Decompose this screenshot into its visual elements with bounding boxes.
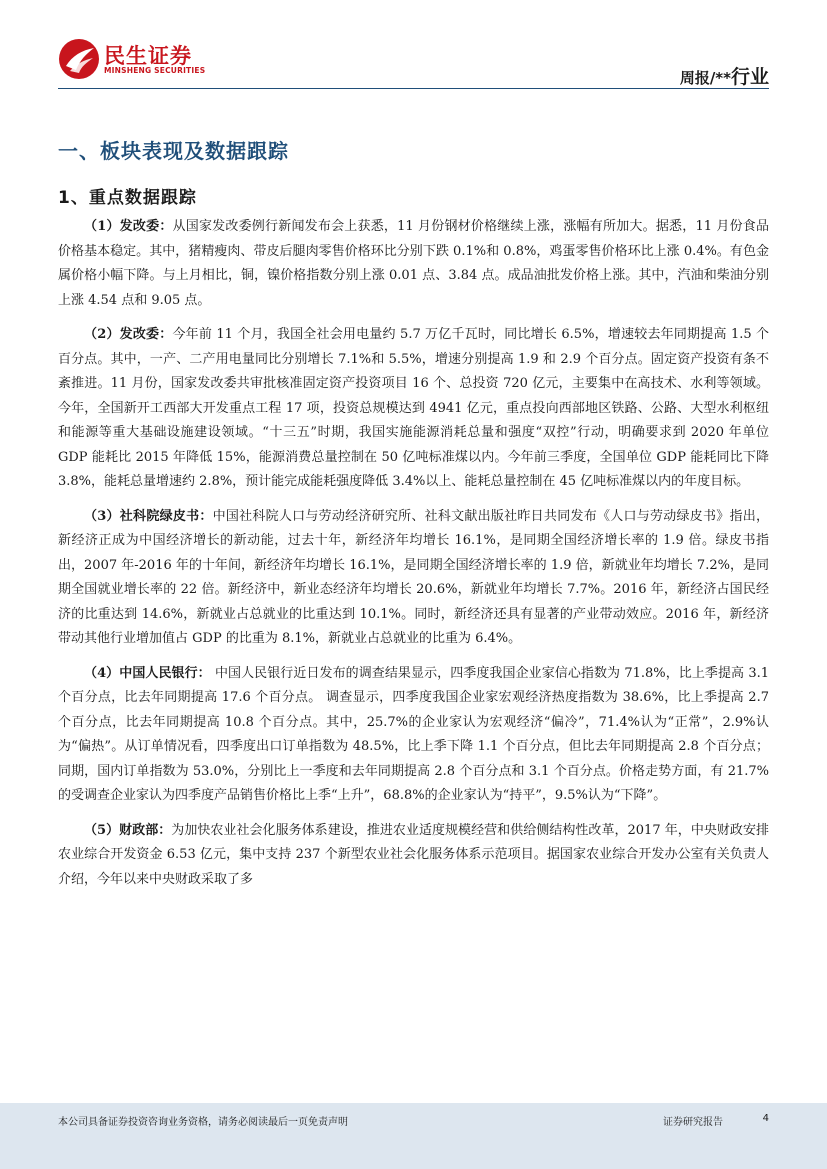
paragraph-lead: （2）发改委：	[84, 327, 173, 342]
footer-disclaimer: 本公司具备证券投资咨询业务资格，请务必阅读最后一页免责声明	[58, 1117, 348, 1128]
paragraph-lead: （1）发改委：	[84, 219, 173, 234]
article-body	[58, 215, 769, 902]
paragraph-text: 为加快农业社会化服务体系建设，推进农业适度规模经营和供给侧结构性改革，2017 年，中央财政安排农业综合开发资金 6.53 亿元，集中支持 237 个新型农业社会化服务体系示范项目。据国家农业综合开发办公室有关负责人介绍，今年以来中央财政采取了多	[58, 822, 770, 887]
paragraph-text: 从国家发改委例行新闻发布会上获悉，11 月份钢材价格继续上涨，涨幅有所加大。据悉，11 月份食品价格基本稳定。其中，猪精瘦肉、带皮后腿肉零售价格环比分别下跌 0.1%和 0.8%，鸡蛋零售价格环比上涨 0.4%。有色金属价格小幅下降。与上月相比，铜，镍价格指数分别上涨 0.01 点、3.84 点。成品油批发价格上涨。其中，汽油和柴油分别上涨 4.54 点和 9.05 点。	[58, 219, 769, 308]
page-footer	[0, 1103, 827, 1169]
paragraph-text: 中国社科院人口与劳动经济研究所、社科文献出版社昨日共同发布《人口与劳动绿皮书》指出，新经济正成为中国经济增长的新动能，过去十年，新经济年均增长 16.1%，是同期全国经济增长率的 1.9 倍。绿皮书指出，2007 年-2016 年的十年间，新经济年均增长 16.1%，是同期全国经济增长率的 1.9 倍，新就业年均增长 7.2%，是同期全国就业增长率的 22 倍。新经济中，新业态经济年均增长 20.6%，新就业年均增长 7.7%。2016 年，新经济占国民经济的比重达到 14.6%，新就业占总就业的比重达到 10.1%。同时，新经济还具有显著的产业带动效应。2016 年，新经济带动其他行业增加值占 GDP 的比重为 8.1%，新就业占总就业的比重为 6.4%。	[58, 508, 769, 646]
footer-doc-type: 证券研究报告	[663, 1117, 723, 1128]
report-type-prefix: 周报/**	[679, 69, 731, 87]
paragraph-ndrc-energy	[58, 323, 769, 495]
paragraph-lead: （4）中国人民银行：	[84, 665, 211, 681]
paragraph-ndrc-prices	[58, 215, 769, 313]
paragraph-pboc-survey	[58, 662, 769, 809]
logo-english-name: MINSHENG SECURITIES	[104, 66, 206, 75]
page-number: 4	[762, 1113, 769, 1124]
company-logo	[58, 38, 218, 80]
paragraph-text: 中国人民银行近日发布的调查结果显示，四季度我国企业家信心指数为 71.8%，比上季提高 3.1 个百分点，比去年同期提高 17.6 个百分点。 调查显示，四季度我国企业家宏观经济热度指数为 38.6%，比上季提高 2.7 个百分点，比去年同期提高 10.8 个百分点。其中，25.7%的企业家认为宏观经济“偏冷”，71.4%认为“正常”，2.9%认为“偏热”。从订单情况看，四季度出口订单指数为 48.5%，比上季下降 1.1 个百分点，但比去年同期提高 2.8 个百分点；同期，国内订单指数为 53.0%，分别比上一季度和去年同期提高 2.8 个百分点和 3.1 个百分点。价格走势方面，有 21.7%的受调查企业家认为四季度产品销售价格比上季“上升”，68.8%的企业家认为“持平”，9.5%认为“下降”。	[58, 665, 769, 803]
paragraph-lead: （3）社科院绿皮书：	[84, 508, 213, 524]
logo-chinese-name: 民生证券	[104, 44, 192, 68]
subsection-title: 1、重点数据跟踪	[58, 188, 197, 208]
paragraph-cass-greenbook	[58, 505, 769, 652]
header-divider	[58, 88, 769, 89]
paragraph-text: 今年前 11 个月，我国全社会用电量约 5.7 万亿千瓦时，同比增长 6.5%，增速较去年同期提高 1.5 个百分点。其中，一产、二产用电量同比分别增长 7.1%和 5.5%，增速分别提高 1.9 和 2.9 个百分点。固定资产投资有条不紊推进。11 月份，国家发改委共审批核准固定资产投资项目 16 个、总投资 720 亿元，主要集中在高技术、水利等领域。今年，全国新开工西部大开发重点工程 17 项，投资总规模达到 4941 亿元，重点投向西部地区铁路、公路、大型水利枢纽和能源等重大基础设施建设领域。“十三五”时期，我国实施能源消耗总量和强度“双控”行动，明确要求到 2020 年单位 GDP 能耗比 2015 年降低 15%，能源消费总量控制在 50 亿吨标准煤以内。今年前三季度，全国单位 GDP 能耗同比下降 3.8%，能耗总量增速约 2.8%，预计能完成能耗强度降低 3.4%以上、能耗总量控制在 45 亿吨标准煤以内的年度目标。	[58, 327, 769, 489]
paragraph-lead: （5）财政部：	[84, 822, 172, 838]
minsheng-logo-icon	[58, 38, 100, 80]
report-type-label	[680, 62, 769, 89]
section-title: 一、板块表现及数据跟踪	[58, 139, 289, 163]
page-header	[0, 0, 827, 95]
paragraph-mof-agriculture	[58, 819, 769, 893]
report-type-suffix: 行业	[730, 66, 769, 88]
